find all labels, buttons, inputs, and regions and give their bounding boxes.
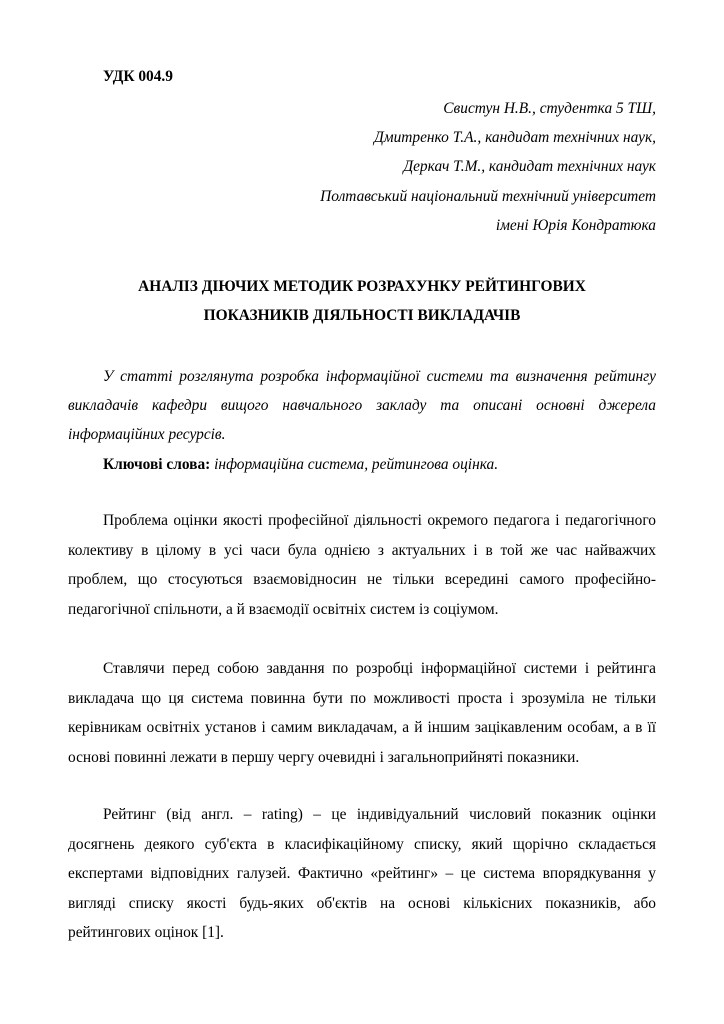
affiliation-line: Полтавський національний технічний університет bbox=[320, 187, 656, 205]
affiliation-line: імені Юрія Кондратюка bbox=[495, 216, 656, 234]
paper-title bbox=[68, 272, 656, 330]
keywords-text: інформаційна система, рейтингова оцінка. bbox=[210, 456, 499, 473]
author-line: Деркач Т.М., кандидат технічних наук bbox=[403, 158, 656, 176]
keywords bbox=[103, 450, 656, 479]
author-line: Свистун Н.В., студентка 5 ТШ, bbox=[443, 100, 656, 117]
keywords-label: Ключові слова: bbox=[103, 456, 211, 473]
author-line: Дмитренко Т.А., кандидат технічних наук, bbox=[373, 129, 656, 147]
udk-code: УДК 004.9 bbox=[103, 68, 173, 85]
abstract: У статті розглянута розробка інформаційної системи та визначення рейтингу викладачів кафедри вищого навчального закладу та описані основні джерела інформаційних ресурсів. bbox=[68, 368, 656, 443]
body-paragraph: Проблема оцінки якості професійної діяльності окремого педагога і педагогічного колективу в цілому в усі часи була однією з актуальних і в той же час найважчих проблем, що стосуються взаємовідносин не тільки всередині самого професійно-педагогічної спільноти, а й взаємодії освітніх систем із соціумом. bbox=[68, 512, 656, 618]
body-paragraph: Ставлячи перед собою завдання по розробці інформаційної системи і рейтинга викладача що ця система повинна бути по можливості проста і зрозуміла не тільки керівникам освітніх установ і самим викладачам, а й іншим зацікавленим особам, а в її основі повинні лежати в першу чергу очевидні і загальноприйняті показники. bbox=[68, 660, 656, 766]
author-block bbox=[320, 94, 656, 240]
body-paragraph: Рейтинг (від англ. – rating) – це індивідуальний числовий показник оцінки досягнень деякого суб'єкта в класифікаційному списку, який щорічно складається експертами відповідних галузей. Фактично «рейтинг» – це система впорядкування у вигляді списку якості будь-яких об'єктів на основі кількісних показників, або рейтингових оцінок [1]. bbox=[68, 806, 656, 941]
title-line: ПОКАЗНИКІВ ДІЯЛЬНОСТІ ВИКЛАДАЧІВ bbox=[203, 307, 521, 324]
title-line: АНАЛІЗ ДІЮЧИХ МЕТОДИК РОЗРАХУНКУ РЕЙТИНГОВИХ bbox=[138, 278, 586, 295]
